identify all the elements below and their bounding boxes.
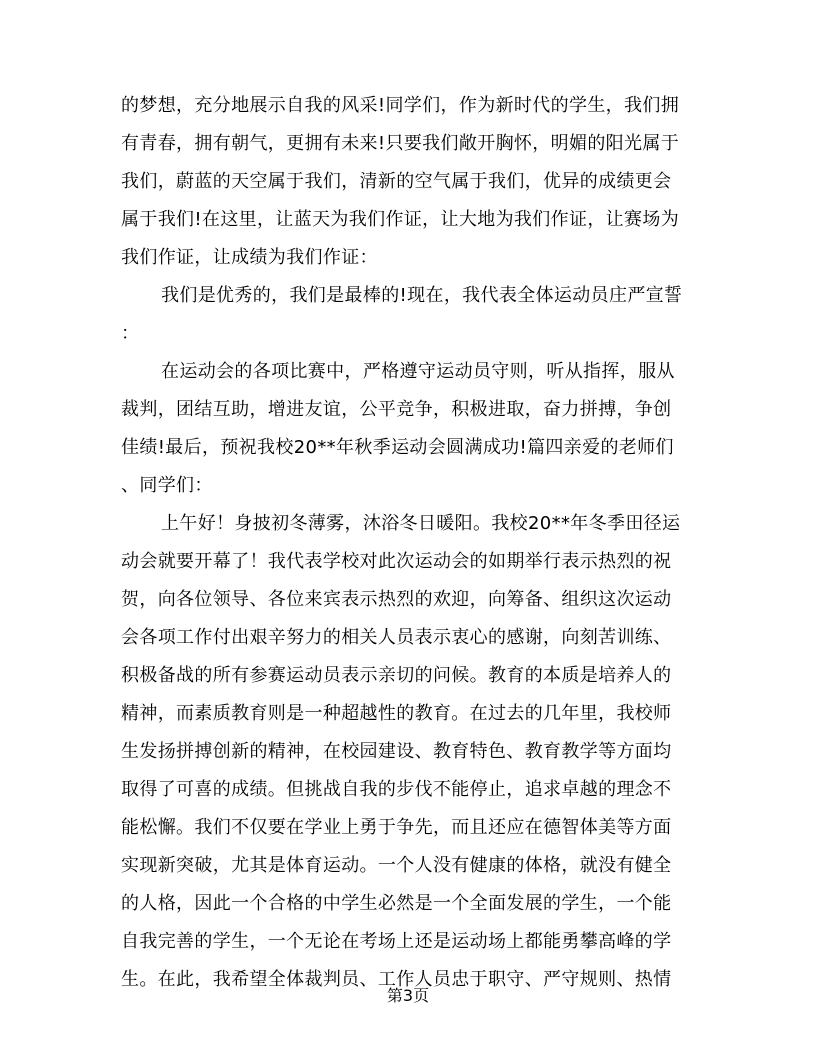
text-line: ： xyxy=(121,323,140,344)
text-line: 积极备战的所有参赛运动员表示亲切的问候。教育的本质是培养人的 xyxy=(121,665,672,686)
text-line: 我们作证，让成绩为我们作证： xyxy=(121,247,378,268)
text-line: 的人格，因此一个合格的中学生必然是一个全面发展的学生，一个能 xyxy=(121,893,672,914)
text-line: 生。在此，我希望全体裁判员、工作人员忠于职守、严守规则、热情 xyxy=(121,969,672,990)
text-line: 取得了可喜的成绩。但挑战自我的步伐不能停止，追求卓越的理念不 xyxy=(121,779,672,800)
text-line: 会各项工作付出艰辛努力的相关人员表示衷心的感谢，向刻苦训练、 xyxy=(121,627,672,648)
text-line: 我们是优秀的，我们是最棒的!现在，我代表全体运动员庄严宣誓 xyxy=(161,285,683,306)
text-line: 在运动会的各项比赛中，严格遵守运动员守则，听从指挥，服从 xyxy=(161,361,675,382)
text-line: 生发扬拼搏创新的精神，在校园建设、教育特色、教育教学等方面均 xyxy=(121,741,672,762)
text-line: 贺，向各位领导、各位来宾表示热烈的欢迎，向筹备、组织这次运动 xyxy=(121,589,672,610)
text-line: 、同学们： xyxy=(121,475,213,496)
text-line: 的梦想，充分地展示自我的风采!同学们，作为新时代的学生，我们拥 xyxy=(121,95,680,116)
text-line: 精神，而素质教育则是一种超越性的教育。在过去的几年里，我校师 xyxy=(121,703,672,724)
page-number: 第3页 xyxy=(386,986,430,1005)
text-line: 实现新突破，尤其是体育运动。一个人没有健康的体格，就没有健全 xyxy=(121,855,672,876)
text-line: 上午好！身披初冬薄雾，沐浴冬日暖阳。我校20**年冬季田径运 xyxy=(161,513,681,534)
text-line: 我们，蔚蓝的天空属于我们，清新的空气属于我们，优异的成绩更会 xyxy=(121,171,672,192)
text-line: 有青春，拥有朝气，更拥有未来!只要我们敞开胸怀，明媚的阳光属于 xyxy=(121,133,680,154)
text-line: 属于我们!在这里，让蓝天为我们作证，让大地为我们作证，让赛场为 xyxy=(121,209,680,230)
text-line: 佳绩!最后，预祝我校20**年秋季运动会圆满成功!篇四亲爱的老师们 xyxy=(121,437,674,458)
text-line: 动会就要开幕了！我代表学校对此次运动会的如期举行表示热烈的祝 xyxy=(121,551,672,572)
text-line: 裁判，团结互助，增进友谊，公平竞争，积极进取，奋力拼搏，争创 xyxy=(121,399,672,420)
text-line: 能松懈。我们不仅要在学业上勇于争先，而且还应在德智体美等方面 xyxy=(121,817,672,838)
text-line: 自我完善的学生，一个无论在考场上还是运动场上都能勇攀高峰的学 xyxy=(121,931,672,952)
